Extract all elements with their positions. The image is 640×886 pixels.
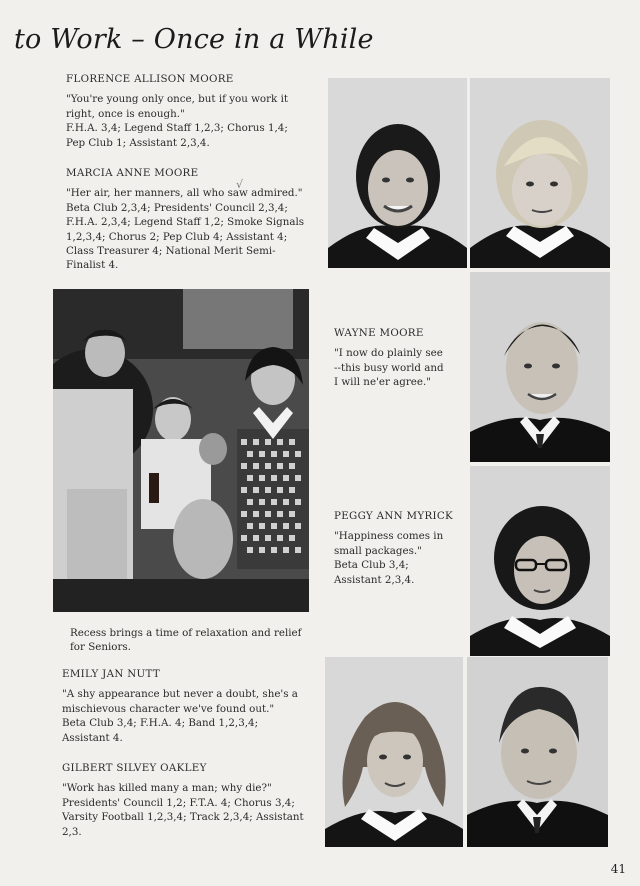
student-quote: "You're young only once, but if you work it right, once is enough.": [66, 93, 288, 120]
portrait-peggy-myrick: [470, 466, 610, 656]
student-activities: Beta Club 3,4; Assistant 2,3,4.: [334, 559, 415, 586]
entry-wayne-moore: [334, 326, 446, 390]
student-name: WAYNE MOORE: [334, 327, 424, 339]
entry-peggy-myrick: [334, 509, 454, 587]
portrait-wayne-moore: [470, 272, 610, 462]
page-title: to Work – Once in a While: [14, 24, 374, 55]
student-name: EMILY JAN NUTT: [62, 668, 161, 680]
portrait-florence-moore: [328, 78, 467, 268]
student-activities: Presidents' Council 1,2; F.T.A. 4; Chorus 3,4; Varsity Football 1,2,3,4; Track 2,3,4; Assistant 2,3.: [62, 796, 304, 838]
student-name: MARCIA ANNE MOORE: [66, 167, 199, 179]
student-quote: "A shy appearance but never a doubt, she's a mischievous character we've found out.": [62, 688, 298, 715]
candid-recess-photo: [53, 289, 309, 612]
student-name: FLORENCE ALLISON MOORE: [66, 73, 234, 85]
entry-gilbert-oakley: [62, 761, 308, 839]
student-name: PEGGY ANN MYRICK: [334, 510, 454, 522]
student-activities: F.H.A. 3,4; Legend Staff 1,2,3; Chorus 1,4; Pep Club 1; Assistant 2,3,4.: [66, 122, 288, 149]
student-activities: Beta Club 2,3,4; Presidents' Council 2,3,4; F.H.A. 2,3,4; Legend Staff 1,2; Smoke Signals 1,2,3,4; Chorus 2; Pep Club 4; Assistant 4; Class Treasurer 4; National Merit Semi-Finalist 4.: [66, 201, 305, 272]
entry-florence-moore: [66, 72, 302, 150]
student-quote: "Happiness comes in small packages.": [334, 530, 444, 557]
student-quote: "Work has killed many a man; why die?": [62, 782, 272, 795]
portrait-marcia-moore: [470, 78, 610, 268]
portrait-gilbert-oakley: [467, 657, 608, 847]
student-quote: "I now do plainly see --this busy world and I will ne'er agree.": [334, 347, 444, 389]
student-quote: "Her air, her manners, all who saw admired.": [66, 187, 303, 200]
portrait-emily-nutt: [325, 657, 463, 847]
handwritten-checkmark: √: [236, 178, 244, 191]
page-number: 41: [610, 862, 626, 876]
student-activities: Beta Club 3,4; F.H.A. 4; Band 1,2,3,4; Assistant 4.: [62, 717, 259, 744]
entry-emily-nutt: [62, 667, 308, 745]
student-name: GILBERT SILVEY OAKLEY: [62, 762, 207, 774]
entry-marcia-moore: [66, 166, 306, 273]
candid-caption: Recess brings a time of relaxation and relief for Seniors.: [70, 627, 302, 653]
